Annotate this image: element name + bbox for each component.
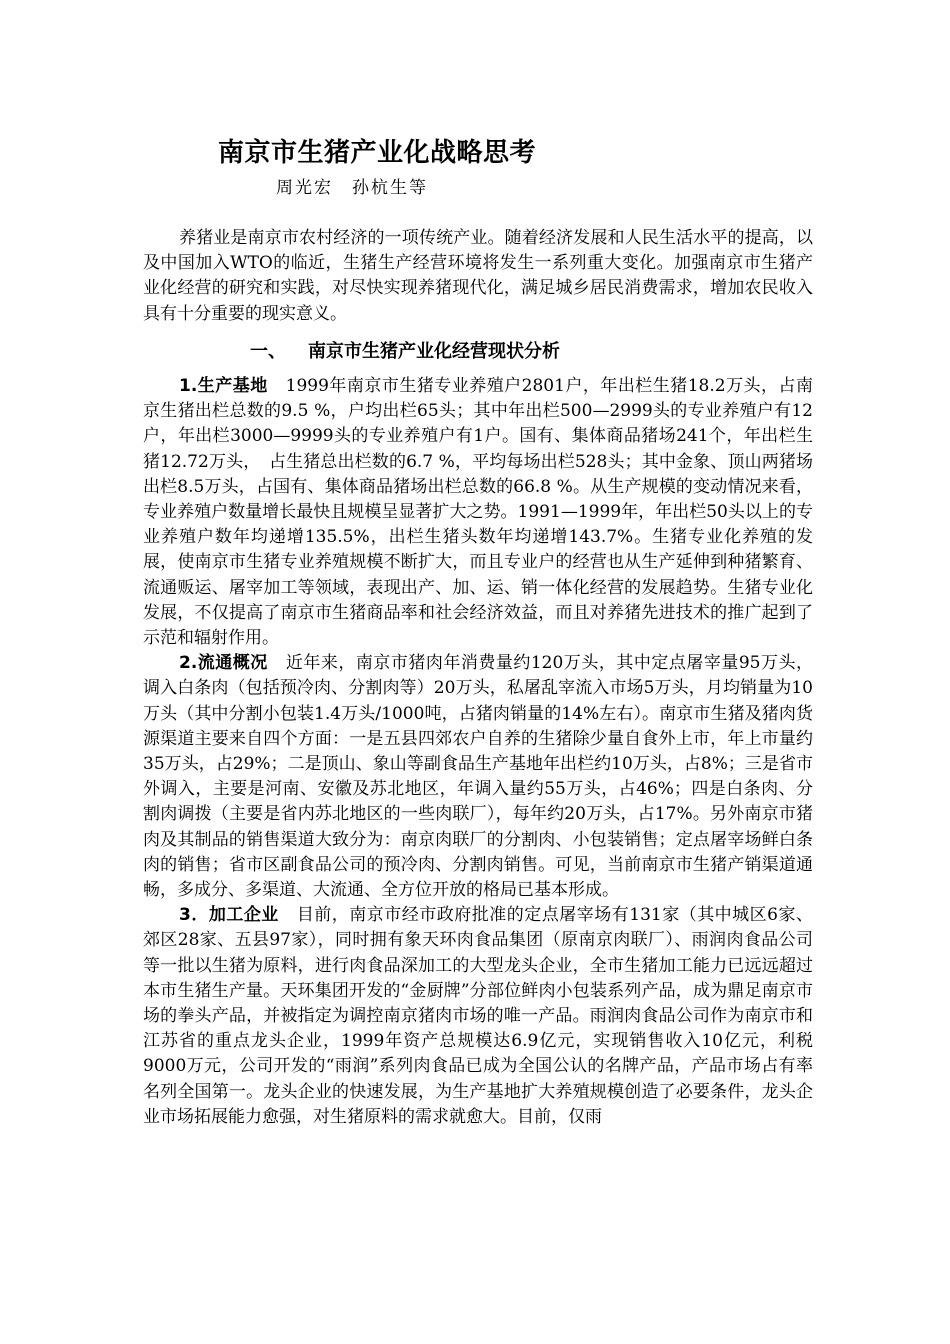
document-authors: 周光宏 孙杭生等	[276, 178, 428, 198]
paragraph-heading: 2.流通概况	[179, 653, 268, 674]
paragraph-processing	[143, 903, 813, 1130]
section-title: 南京市生猪产业化经营现状分析	[308, 341, 560, 362]
intro-paragraph: 养猪业是南京市农村经济的一项传统产业。随着经济发展和人民生活水平的提高，以及中国加入WTO的临近，生猪生产经营环境将发生一系列重大变化。加强南京市生猪产业化经营的研究和实践，对尽快实现养猪现代化，满足城乡居民消费需求，增加农民收入具有十分重要的现实意义。	[143, 228, 813, 324]
paragraph-heading: 3．加工企业	[179, 905, 279, 926]
paragraph-heading: 1.生产基地	[179, 376, 268, 396]
section-heading	[250, 338, 560, 366]
paragraph-circulation	[143, 651, 813, 903]
paragraph-text: 近年来，南京市猪肉年消费量约120万头，其中定点屠宰量95万头，调入白条肉（包括预冷肉、分割肉等）20万头，私屠乱宰流入市场5万头，月均销量为10万头（其中分割小包装1.4万头/1000吨，占猪肉销量的14%左右）。南京市生猪及猪肉货源渠道主要来自四个方面：一是五县四郊农户自养的生猪除少量自食外上市，年上市量约35万头，占29%；二是顶山、象山等副食品生产基地年出栏约10万头，占8%；三是省市外调入，主要是河南、安徽及苏北地区，年调入量约55万头，占46%；四是白条肉、分割肉调拨（主要是省内苏北地区的一些肉联厂），每年约20万头，占17%。另外南京市猪肉及其制品的销售渠道大致分为：南京肉联厂的分割肉、小包装销售；定点屠宰场鲜白条肉的销售；省市区副食品公司的预冷肉、分割肉销售。可见，当前南京市生猪产销渠道通畅，多成分、多渠道、大流通、全方位开放的格局已基本形成。	[143, 653, 813, 901]
paragraph-text: 1999年南京市生猪专业养殖户2801户，年出栏生猪18.2万头，占南京生猪出栏总数的9.5 %，户均出栏65头；其中年出栏500—2999头的专业养殖户有12户，年出栏3000—9999头的专业养殖户有1户。国有、集体商品猪场241个，年出栏生猪12.72万头， 占生猪总出栏数的6.7 %，平均每场出栏528头；其中金象、顶山两猪场出栏8.5万头，占国有、集体商品猪场出栏总数的66.8 %。从生产规模的变动情况来看，专业养殖户数量增长最快且规模呈显著扩大之势。1991—1999年，年出栏50头以上的专业养殖户数年均递增135.5%，出栏生猪头数年均递增143.7%。生猪专业化养殖的发展，使南京市生猪专业养殖规模不断扩大，而且专业户的经营也从生产延伸到种猪繁育、流通贩运、屠宰加工等领域，表现出产、加、运、销一体化经营的发展趋势。生猪专业化发展，不仅提高了南京市生猪商品率和社会经济效益，而且对养猪先进技术的推广起到了示范和辐射作用。	[143, 376, 813, 649]
section-number: 一、	[250, 341, 286, 362]
section-body	[143, 374, 813, 1130]
paragraph-text: 目前，南京市经市政府批准的定点屠宰场有131家（其中城区6家、郊区28家、五县97家），同时拥有象天环肉食品集团（原南京肉联厂）、雨润肉食品公司等一批以生猪为原料，进行肉食品深加工的大型龙头企业，全市生猪加工能力已远远超过本市生猪生产量。天环集团开发的“金厨牌”分部位鲜肉小包装系列产品，成为鼎足南京市场的拳头产品，并被指定为调控南京猪肉市场的唯一产品。雨润肉食品公司作为南京市和江苏省的重点龙头企业，1999年资产总规模达6.9亿元，实现销售收入10亿元，利税9000万元，公司开发的“雨润”系列肉食品已成为全国公认的名牌产品，产品市场占有率名列全国第一。龙头企业的快速发展，为生产基地扩大养殖规模创造了必要条件，龙头企业市场拓展能力愈强，对生猪原料的需求就愈大。目前，仅雨	[143, 905, 813, 1127]
document-title: 南京市生猪产业化战略思考	[218, 138, 537, 168]
paragraph-production-base	[143, 374, 813, 651]
